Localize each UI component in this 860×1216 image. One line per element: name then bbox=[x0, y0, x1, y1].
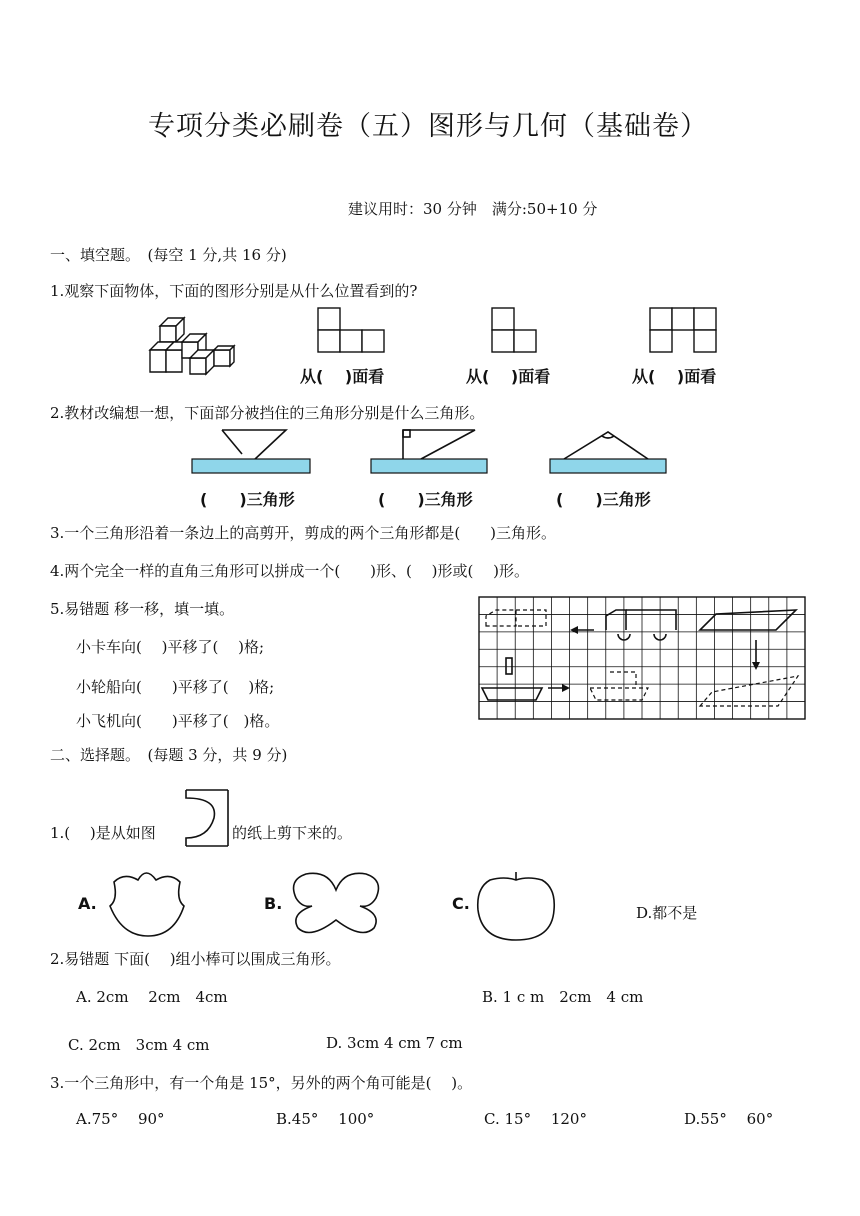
time-score-info: 建议用时：30 分钟 满分:50+10 分 bbox=[348, 200, 598, 218]
folded-paper-figure bbox=[184, 788, 230, 848]
section1-heading: 一、填空题。 (每空 1 分,共 16 分) bbox=[50, 246, 287, 264]
q1-2-text: 2.教材改编想一想，下面部分被挡住的三角形分别是什么三角形。 bbox=[50, 404, 485, 422]
q1-view-label-3: 从( )面看 bbox=[632, 367, 717, 386]
hidden-triangle-3 bbox=[550, 426, 670, 476]
q2-2-option-a: A. 2cm 2cm 4cm bbox=[76, 988, 228, 1006]
option-a-tulip-shape bbox=[104, 866, 190, 938]
q2-3-option-a: A.75° 90° bbox=[76, 1110, 165, 1128]
hidden-triangle-1 bbox=[192, 426, 312, 476]
q2-3-text: 3.一个三角形中，有一个角是 15°，另外的两个角可能是( )。 bbox=[50, 1074, 473, 1092]
q5-plane-line: 小飞机向( )平移了( )格。 bbox=[76, 712, 280, 730]
q2-triangle-label-2: ( )三角形 bbox=[378, 490, 473, 509]
view-shape-2 bbox=[490, 306, 540, 354]
q2-1-text-after: 的纸上剪下来的。 bbox=[232, 824, 353, 842]
q5-truck-line: 小卡车向( )平移了( )格; bbox=[76, 638, 264, 656]
translation-grid bbox=[478, 596, 806, 720]
q1-1-text: 1.观察下面物体，下面的图形分别是从什么位置看到的? bbox=[50, 282, 418, 300]
q2-1-option-b-label: B. bbox=[264, 894, 283, 913]
q2-1-option-c-label: C. bbox=[452, 894, 470, 913]
q5-ship-line: 小轮船向( )平移了( )格; bbox=[76, 678, 275, 696]
cube-stack-figure bbox=[140, 312, 240, 382]
q2-1-text-before: 1.( )是从如图 bbox=[50, 824, 156, 842]
view-shape-3 bbox=[648, 306, 718, 354]
q1-5-text: 5.易错题 移一移，填一填。 bbox=[50, 600, 235, 618]
q1-view-label-1: 从( )面看 bbox=[300, 367, 385, 386]
q2-2-option-d: D. 3cm 4 cm 7 cm bbox=[326, 1034, 463, 1052]
page-title: 专项分类必刷卷（五）图形与几何（基础卷） bbox=[148, 111, 708, 142]
q2-2-option-b: B. 1 c m 2cm 4 cm bbox=[482, 988, 644, 1006]
option-b-butterfly-shape bbox=[288, 868, 384, 940]
q1-4-text: 4.两个完全一样的直角三角形可以拼成一个( )形、( )形或( )形。 bbox=[50, 562, 529, 580]
q2-1-option-a-label: A. bbox=[78, 894, 97, 913]
q1-3-text: 3.一个三角形沿着一条边上的高剪开，剪成的两个三角形都是( )三角形。 bbox=[50, 524, 557, 542]
view-shape-1 bbox=[316, 306, 386, 354]
q2-3-option-b: B.45° 100° bbox=[276, 1110, 375, 1128]
q2-1-option-d: D.都不是 bbox=[636, 904, 698, 922]
q2-3-option-c: C. 15° 120° bbox=[484, 1110, 587, 1128]
q2-2-text: 2.易错题 下面( )组小棒可以围成三角形。 bbox=[50, 950, 341, 968]
q2-3-option-d: D.55° 60° bbox=[684, 1110, 774, 1128]
q2-2-option-c: C. 2cm 3cm 4 cm bbox=[68, 1036, 210, 1054]
section2-heading: 二、选择题。 (每题 3 分，共 9 分) bbox=[50, 746, 288, 764]
q1-view-label-2: 从( )面看 bbox=[466, 367, 551, 386]
hidden-triangle-2 bbox=[371, 426, 491, 476]
q2-triangle-label-1: ( )三角形 bbox=[200, 490, 295, 509]
q2-triangle-label-3: ( )三角形 bbox=[556, 490, 651, 509]
option-c-apple-shape bbox=[476, 868, 558, 944]
